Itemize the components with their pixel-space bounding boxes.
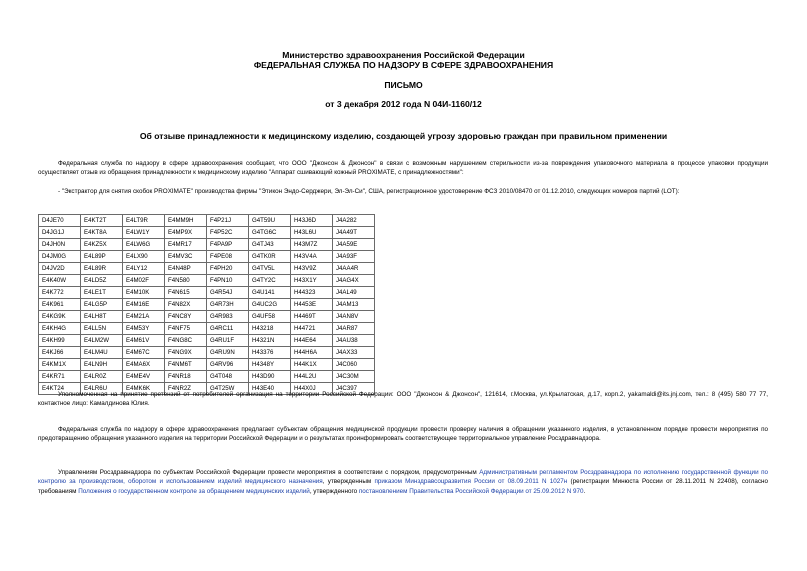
intro-paragraph	[38, 159, 768, 178]
ministry-name: Министерство здравоохранения Российской Федерации	[282, 50, 525, 60]
lot-row	[39, 347, 375, 359]
lot-cell: H44H6A	[291, 347, 333, 359]
lot-cell: G4U141	[249, 287, 291, 299]
lot-cell: E4M21A	[123, 311, 165, 323]
lot-cell: J4C30M	[333, 371, 375, 383]
lot-row	[39, 239, 375, 251]
lot-cell: G4TK0R	[249, 251, 291, 263]
lot-row	[39, 311, 375, 323]
lot-cell: E4LR6U	[81, 383, 123, 395]
lot-cell: F4NF75	[165, 323, 207, 335]
lot-cell: E4L89R	[81, 263, 123, 275]
lot-cell: F4PH20	[207, 263, 249, 275]
lot-cell: H43218	[249, 323, 291, 335]
lot-cell: D4JM0G	[39, 251, 81, 263]
lot-cell: E4LW6G	[123, 239, 165, 251]
admin-regulation-link[interactable]: Административным регламентом Росздравнадзора по исполнению государственной функции по контролю за производством, оборотом и использованием изделий медицинского назначения	[38, 469, 769, 486]
lot-cell: J4AN8V	[333, 311, 375, 323]
service-name: ФЕДЕРАЛЬНАЯ СЛУЖБА ПО НАДЗОРУ В СФЕРЕ ЗДРАВООХРАНЕНИЯ	[253, 60, 554, 70]
lot-cell: H43L6U	[291, 227, 333, 239]
lot-cell: E4KH99	[39, 335, 81, 347]
lot-cell: E4M02F	[123, 275, 165, 287]
lot-cell: E4LG5P	[81, 299, 123, 311]
lot-cell: E4K961	[39, 299, 81, 311]
lot-cell: E4LW1Y	[123, 227, 165, 239]
letter-subject: Об отзыве принадлежности к медицинскому изделию, создающей угрозу здоровью граждан при правильном применении	[139, 131, 668, 141]
lot-row	[39, 359, 375, 371]
lot-cell: F4PA9P	[207, 239, 249, 251]
lot-cell: F4P52C	[207, 227, 249, 239]
lot-cell: E4LX90	[123, 251, 165, 263]
product-line: - "Экстрактор для снятия скобок PROXIMATE" производства фирмы "Этикон Эндо-Серджери, Эл-Эл-Си", США, регистрационное удостоверение ФСЗ 2010/08470 от 01.12.2010, следующих номеров партий (LOT):	[58, 188, 680, 195]
final-text-2: , утвержденным	[322, 478, 375, 486]
lot-cell: G4UC2G	[249, 299, 291, 311]
final-text-4: , утвержденного	[309, 487, 359, 495]
intro-text: Федеральная служба по надзору в сфере здравоохранения сообщает, что ООО "Джонсон & Джонсон" в связи с возможным нарушением стерильности из-за повреждения упаковочного материала в процессе упаковки продукции осуществляет отзыв из обращения принадлежности к медицинскому изделию "Аппарат сшивающий кожный PROXIMATE, с принадлежностями":	[38, 160, 768, 177]
lot-cell: E4MK6K	[123, 383, 165, 395]
lot-cell: E4KJ66	[39, 347, 81, 359]
lot-cell: H44L2U	[291, 371, 333, 383]
lot-cell: J4AM13	[333, 299, 375, 311]
lot-cell: E4KT8A	[81, 227, 123, 239]
lot-cell: H44E64	[291, 335, 333, 347]
lot-cell: E4M61V	[123, 335, 165, 347]
lot-cell: G4R73H	[207, 299, 249, 311]
lot-cell: F4PN10	[207, 275, 249, 287]
lot-cell: J4C397	[333, 383, 375, 395]
lot-cell: D4JV2D	[39, 263, 81, 275]
lot-cell: E4MA6X	[123, 359, 165, 371]
lot-cell: F4NG8C	[165, 335, 207, 347]
lot-cell: G4RU1F	[207, 335, 249, 347]
lot-row	[39, 335, 375, 347]
lot-cell: G4TG6C	[249, 227, 291, 239]
lot-row	[39, 371, 375, 383]
lot-cell: F4N82X	[165, 299, 207, 311]
lot-cell: E4N48P	[165, 263, 207, 275]
lot-cell: H43V4A	[291, 251, 333, 263]
lot-cell: F4NR2Z	[165, 383, 207, 395]
lot-cell: F4NC8Y	[165, 311, 207, 323]
lot-cell: E4KR71	[39, 371, 81, 383]
claims-text: Уполномоченная на принятие претензий от потребителей организация на территории Российской Федерации: ООО "Джонсон & Джонсон", 121614, г.Москва, ул.Крылатская, д.17, корп.2, yakamaldi@its.jnj.com, тел.: 8 (495) 580 77 77, контактное лицо: Камалдинова Юлия.	[38, 391, 768, 408]
lot-cell: G4TJ43	[249, 239, 291, 251]
lot-cell: H4348Y	[249, 359, 291, 371]
lot-cell: J4AL49	[333, 287, 375, 299]
lot-cell: E4M53Y	[123, 323, 165, 335]
lot-cell: G4RC11	[207, 323, 249, 335]
lot-cell: J4A282	[333, 215, 375, 227]
lot-cell: J4AG4X	[333, 275, 375, 287]
lot-cell: G4RU9N	[207, 347, 249, 359]
lot-cell: H44K1X	[291, 359, 333, 371]
lot-cell: E4KZ5X	[81, 239, 123, 251]
final-text-3: (регистрации Минюста России от 28.11.2011 N 22408), согласно требованиям	[38, 478, 768, 495]
lot-cell: J4AU38	[333, 335, 375, 347]
lot-cell: J4AX33	[333, 347, 375, 359]
document-date-number: от 3 декабря 2012 года N 04И-1160/12	[325, 99, 482, 109]
lot-cell: E4MP9X	[165, 227, 207, 239]
lot-cell: H4321N	[249, 335, 291, 347]
lot-cell: F4NG9X	[165, 347, 207, 359]
lot-cell: E4MV3C	[165, 251, 207, 263]
lot-cell: F4PE08	[207, 251, 249, 263]
lot-cell: J4A59E	[333, 239, 375, 251]
lot-row	[39, 287, 375, 299]
lot-cell: F4N580	[165, 275, 207, 287]
lot-cell: E4M67C	[123, 347, 165, 359]
lot-cell: G4R54J	[207, 287, 249, 299]
lot-cell: H43X1Y	[291, 275, 333, 287]
lot-row	[39, 323, 375, 335]
lot-cell: E4KT24	[39, 383, 81, 395]
lot-cell: E4LE1T	[81, 287, 123, 299]
lot-cell: H43J6D	[291, 215, 333, 227]
lot-row	[39, 299, 375, 311]
lot-cell: E4LN9H	[81, 359, 123, 371]
lot-cell: E4K40W	[39, 275, 81, 287]
lot-cell: G4T048	[207, 371, 249, 383]
lot-numbers-table	[38, 214, 375, 395]
proposal-text: Федеральная служба по надзору в сфере здравоохранения предлагает субъектам обращения медицинской продукции провести проверку наличия в обращении указанного изделия, в установленном порядке провести мероприятия по предотвращению обращения указанного изделия на территории Российской Федерации и о результатах проинформировать соответствующее территориальное управление Росздравнадзора.	[38, 426, 768, 443]
final-text-5: .	[583, 487, 586, 495]
lot-cell: G4TY2C	[249, 275, 291, 287]
lot-cell: F4NR18	[165, 371, 207, 383]
lot-cell: H43V9Z	[291, 263, 333, 275]
lot-cell: H43M7Z	[291, 239, 333, 251]
lot-row	[39, 263, 375, 275]
lot-cell: E4MR17	[165, 239, 207, 251]
lot-row	[39, 275, 375, 287]
lot-cell: E4LM2W	[81, 335, 123, 347]
government-resolution-link[interactable]: постановлением Правительства Российской Федерации от 25.09.2012 N 970	[358, 487, 584, 495]
lot-cell: D4JE70	[39, 215, 81, 227]
lot-cell: G4R983	[207, 311, 249, 323]
lot-cell: E4LM4U	[81, 347, 123, 359]
lot-cell: D4JH0N	[39, 239, 81, 251]
lot-cell: F4NM6T	[165, 359, 207, 371]
lot-cell: E4LH8T	[81, 311, 123, 323]
lot-cell: J4A49T	[333, 227, 375, 239]
lot-cell: E4ME4V	[123, 371, 165, 383]
regulation-provision-link[interactable]: Положения о государственном контроле за обращением медицинских изделий	[78, 487, 310, 495]
lot-cell: G4T25W	[207, 383, 249, 395]
lot-table-body	[39, 215, 375, 395]
lot-cell: G4RV96	[207, 359, 249, 371]
lot-row	[39, 251, 375, 263]
lot-cell: G4TV5L	[249, 263, 291, 275]
lot-cell: H44X0J	[291, 383, 333, 395]
ministry-order-link[interactable]: приказом Минздравсоцразвития России от 08.09.2011 N 1027н	[374, 478, 568, 486]
lot-row	[39, 227, 375, 239]
lot-cell: E4KT2T	[81, 215, 123, 227]
lot-cell: G4T59U	[249, 215, 291, 227]
lot-row	[39, 215, 375, 227]
lot-cell: E4LR0Z	[81, 371, 123, 383]
lot-cell: E4KG9K	[39, 311, 81, 323]
lot-cell: J4C060	[333, 359, 375, 371]
lot-cell: E4LL5N	[81, 323, 123, 335]
lot-cell: F4P21J	[207, 215, 249, 227]
lot-cell: H43E40	[249, 383, 291, 395]
lot-cell: D4JG1J	[39, 227, 81, 239]
document-type: ПИСЬМО	[384, 80, 423, 90]
lot-cell: E4K772	[39, 287, 81, 299]
lot-cell: J4A93F	[333, 251, 375, 263]
lot-cell: G4UF58	[249, 311, 291, 323]
lot-cell: J4AA4R	[333, 263, 375, 275]
lot-cell: H44721	[291, 323, 333, 335]
lot-cell: J4AR87	[333, 323, 375, 335]
lot-cell: E4KM1X	[39, 359, 81, 371]
lot-cell: E4MM9H	[165, 215, 207, 227]
proposal-paragraph	[38, 425, 768, 444]
final-paragraph	[38, 468, 768, 496]
lot-cell: E4LY12	[123, 263, 165, 275]
lot-cell: H43D90	[249, 371, 291, 383]
lot-cell: E4M16E	[123, 299, 165, 311]
lot-cell: E4LT9R	[123, 215, 165, 227]
lot-cell: E4M10K	[123, 287, 165, 299]
lot-cell: E4LD5Z	[81, 275, 123, 287]
lot-cell: H44323	[291, 287, 333, 299]
final-text-1: Управлениям Росздравнадзора по субъектам Российской Федерации провести мероприятия в соответствии с порядком, предусмотренным	[58, 469, 480, 476]
lot-cell: H4469T	[291, 311, 333, 323]
lot-cell: H4453E	[291, 299, 333, 311]
lot-cell: E4KH4G	[39, 323, 81, 335]
claims-paragraph	[38, 390, 768, 409]
lot-cell: H43376	[249, 347, 291, 359]
lot-cell: E4L89P	[81, 251, 123, 263]
lot-cell: F4N615	[165, 287, 207, 299]
